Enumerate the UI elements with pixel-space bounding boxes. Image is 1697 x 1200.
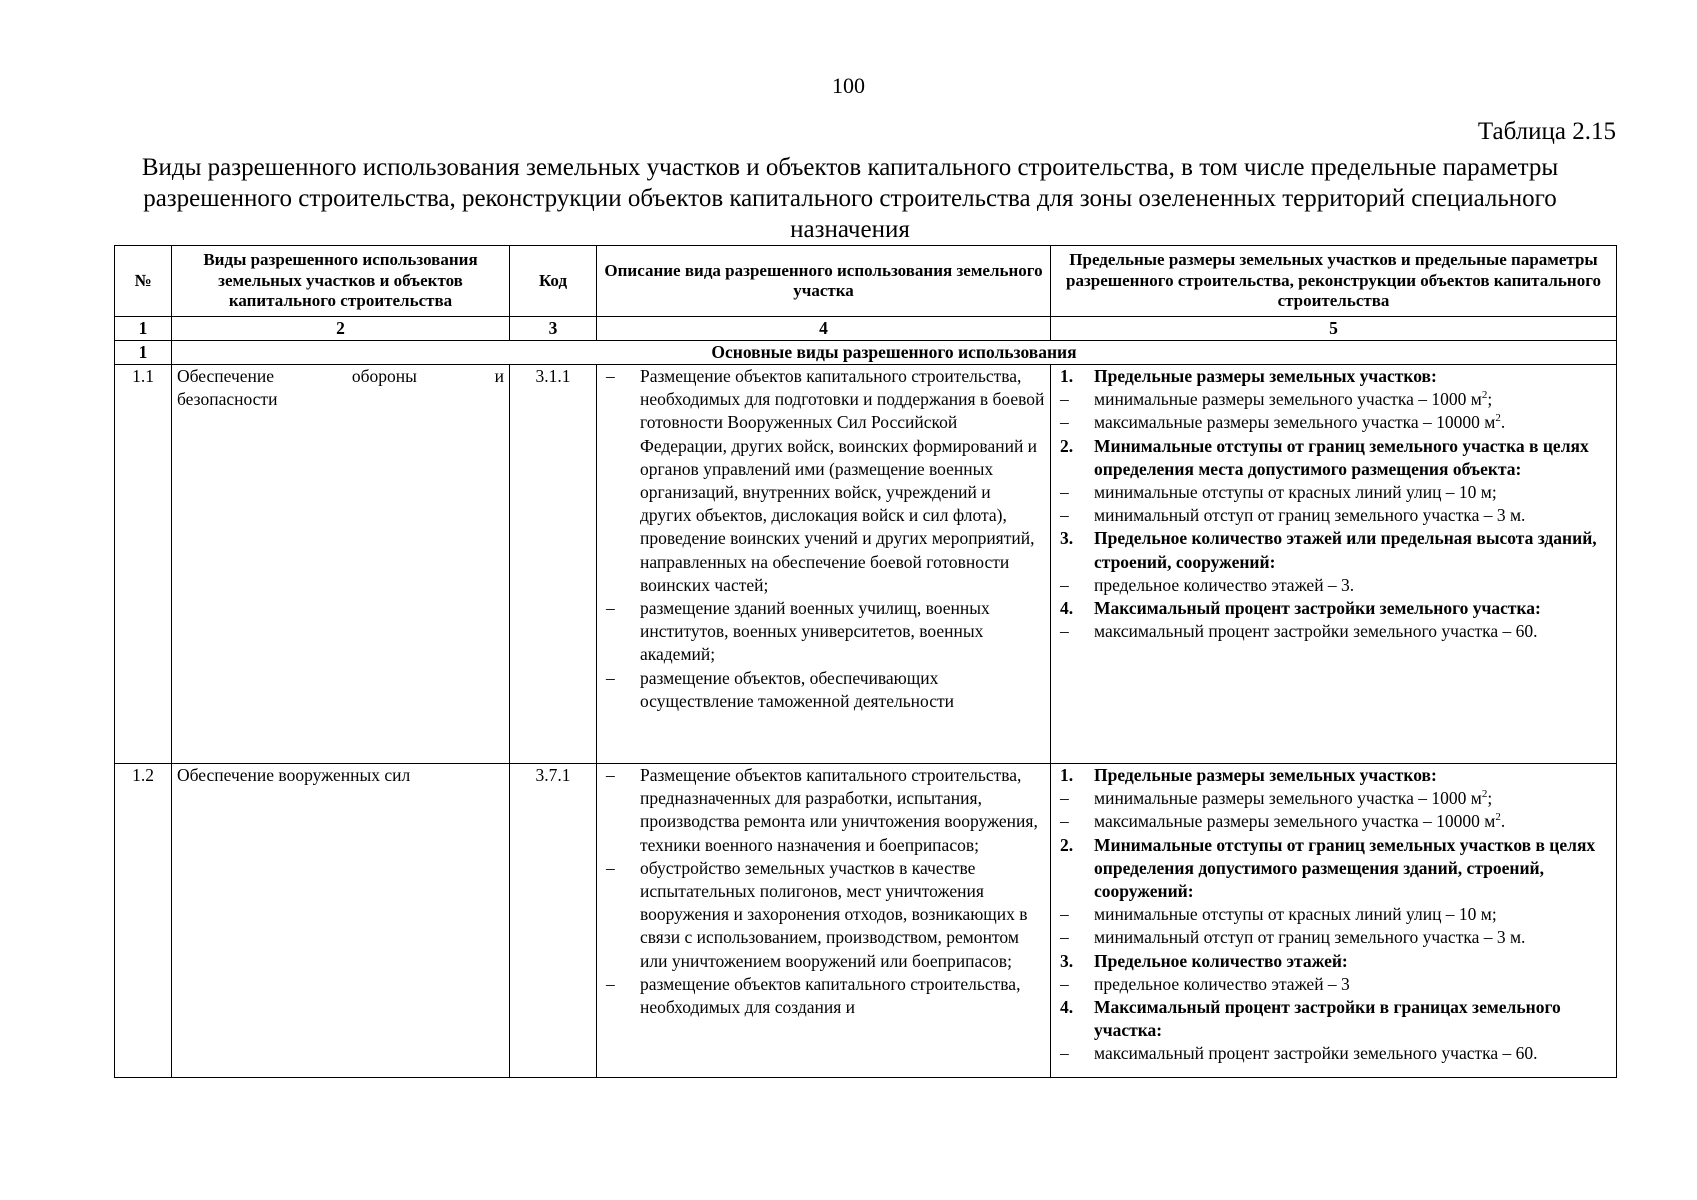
param-item: – минимальные отступы от красных линий улиц – 10 м; <box>1060 482 1497 503</box>
use-type-name-line: Обеспечение обороны и <box>177 366 504 386</box>
table-number: Таблица 2.15 <box>1477 118 1616 145</box>
column-number: 3 <box>510 317 597 341</box>
param-item: – максимальный процент застройки земельного участка – 60. <box>1060 621 1538 642</box>
column-number: 2 <box>172 317 510 341</box>
param-heading: 4. Максимальный процент застройки земельного участка: <box>1060 598 1541 619</box>
description-item: – размещение объектов, обеспечивающих осуществление таможенной деятельности <box>602 667 1045 713</box>
column-number-row <box>115 317 1617 341</box>
use-type-name: Обеспечение вооруженных сил <box>172 764 510 1078</box>
table-row <box>115 764 1617 1078</box>
param-item: – максимальный процент застройки земельного участка – 60. <box>1060 1043 1538 1064</box>
table-row <box>115 365 1617 764</box>
use-description <box>597 764 1051 1078</box>
param-item: – максимальные размеры земельного участка – 10000 $м^2$. <box>1060 811 1506 832</box>
description-item: – размещение объектов капитального строительства, необходимых для создания и <box>602 973 1045 1019</box>
use-code: 3.7.1 <box>510 764 597 1078</box>
use-description <box>597 365 1051 764</box>
column-number: 4 <box>597 317 1051 341</box>
use-type-name-line: безопасности <box>177 389 278 410</box>
param-item: – минимальные отступы от красных линий улиц – 10 м; <box>1060 904 1497 925</box>
description-item: – размещение зданий военных училищ, военных институтов, военных университетов, военных академий; <box>602 597 1045 667</box>
param-heading: 4. Максимальный процент застройки в границах земельного участка: <box>1060 997 1561 1041</box>
param-heading: 2. Минимальные отступы от границ земельных участков в целях определения допустимого размещения зданий, строений, сооружений: <box>1060 834 1596 902</box>
section-row <box>115 341 1617 365</box>
header-types: Виды разрешенного использования земельных участков и объектов капитального строительства <box>172 246 510 317</box>
row-number: 1.2 <box>115 764 172 1078</box>
description-item: – Размещение объектов капитального строительства, предназначенных для разработки, испытания, производства ремонта или уничтожения вооружения, техники военного назначения и боеприпасов; <box>602 764 1045 857</box>
param-item: – минимальные размеры земельного участка – 1000 $м^2$; <box>1060 389 1493 410</box>
use-parameters <box>1051 365 1617 764</box>
section-title: Основные виды разрешенного использования <box>172 341 1617 365</box>
param-item: – минимальные размеры земельного участка – 1000 $м^2$; <box>1060 788 1493 809</box>
description-item: – Размещение объектов капитального строительства, необходимых для подготовки и поддержания в боевой готовности Вооруженных Сил Российской Федерации, других войск, воинских формирований и органов управлений ими (размещение военных организаций, внутренних войск, учреждений и других объектов, дислокация войск и сил флота), проведение воинских учений и других мероприятий, направленных на обеспечение боевой готовности воинских частей; <box>602 365 1045 597</box>
param-item: – предельное количество этажей – 3 <box>1060 973 1350 994</box>
use-type-name <box>172 365 510 764</box>
param-item: – максимальные размеры земельного участка – 10000 $м^2$. <box>1060 412 1506 433</box>
param-item: – минимальный отступ от границ земельного участка – 3 м. <box>1060 505 1526 526</box>
param-item: – минимальный отступ от границ земельного участка – 3 м. <box>1060 927 1526 948</box>
column-number: 5 <box>1051 317 1617 341</box>
param-heading: 3. Предельное количество этажей или предельная высота зданий, строений, сооружений: <box>1060 528 1597 572</box>
param-item: – предельное количество этажей – 3. <box>1060 574 1355 595</box>
land-use-table <box>114 245 1617 1078</box>
page-number: 100 <box>832 73 865 98</box>
description-item: – обустройство земельных участков в качестве испытательных полигонов, мест уничтожения вооружения и захоронения отходов, возникающих в связи с использованием, производством, ремонтом или уничтожением вооружений или боеприпасов; <box>602 857 1045 973</box>
header-limits: Предельные размеры земельных участков и предельные параметры разрешенного строительства, реконструкции объектов капитального строительства <box>1051 246 1617 317</box>
section-number: 1 <box>115 341 172 365</box>
use-parameters <box>1051 764 1617 1078</box>
param-heading: 2. Минимальные отступы от границ земельного участка в целях определения места допустимого размещения объекта: <box>1060 435 1589 479</box>
param-heading: 1. Предельные размеры земельных участков: <box>1060 765 1437 785</box>
header-description: Описание вида разрешенного использования земельного участка <box>597 246 1051 317</box>
param-heading: 3. Предельное количество этажей: <box>1060 950 1348 971</box>
header-code: Код <box>510 246 597 317</box>
table-title: Виды разрешенного использования земельных участков и объектов капитального строительства, в том числе предельные параметры разрешенного строительства, реконструкции объектов капитального строительства для зоны озелененных территорий специального назначения <box>141 154 1559 243</box>
header-row <box>115 246 1617 317</box>
column-number: 1 <box>115 317 172 341</box>
row-number: 1.1 <box>115 365 172 764</box>
use-code: 3.1.1 <box>510 365 597 764</box>
param-heading: 1. Предельные размеры земельных участков: <box>1060 366 1437 386</box>
header-num: № <box>115 246 172 317</box>
